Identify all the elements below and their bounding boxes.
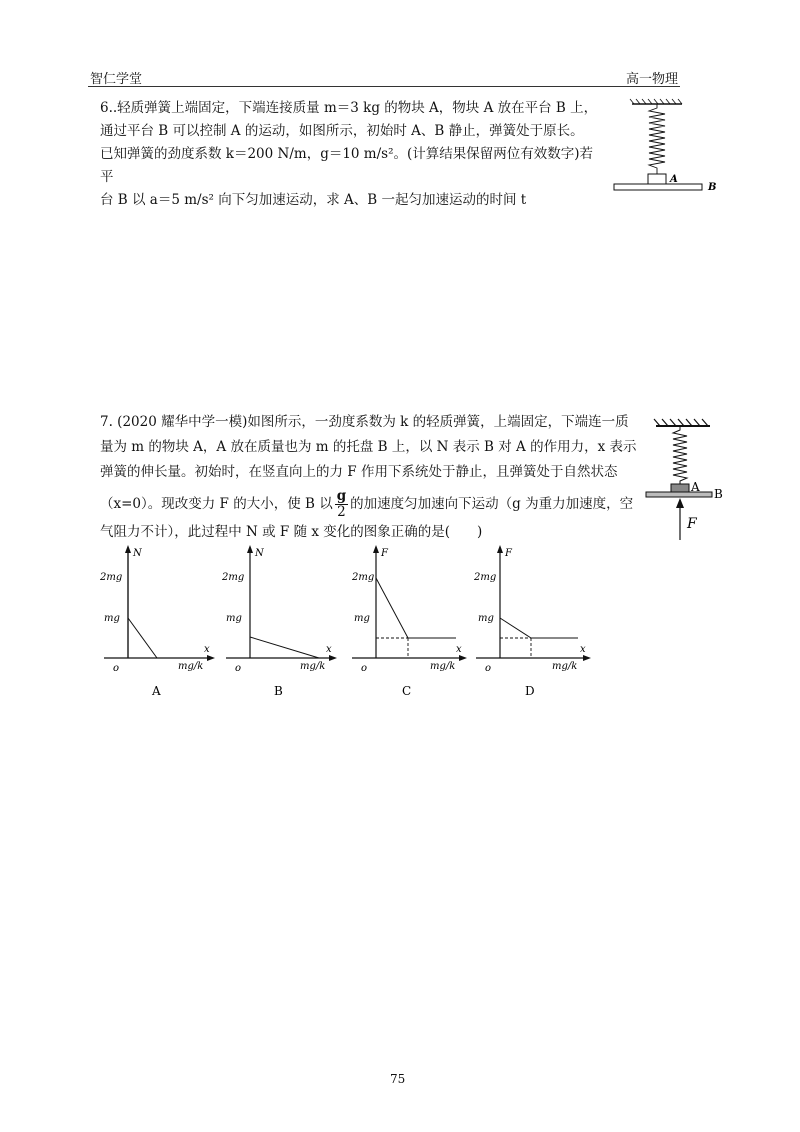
graph-a-option: A: [152, 684, 161, 698]
graph-b-option: B: [274, 684, 283, 698]
graph-c-tick-mg: mg: [354, 613, 370, 624]
graph-d-x-label: x: [580, 644, 586, 655]
q6-line-3: 已知弹簧的劲度系数 k＝200 N/m，g＝10 m/s²。(计算结果保留两位有效数字)若平: [100, 146, 594, 185]
header-right: 高一物理: [625, 72, 678, 87]
graph-c-tick-2mg: 2mg: [352, 572, 375, 583]
graph-d-option: D: [525, 684, 535, 698]
graph-b-origin: o: [235, 663, 242, 674]
question-7: [100, 410, 645, 545]
graph-b: [222, 542, 337, 702]
graph-d-tick-2mg: 2mg: [474, 572, 497, 583]
header-left: 智仁学堂: [90, 72, 143, 87]
q7-line-3: 弹簧的伸长量。初始时，在竖直向上的力 F 作用下系统处于静止，且弹簧处于自然状态: [100, 464, 618, 480]
question-6: [100, 97, 600, 212]
q7-line-4-end: 的加速度匀加速向下运动（g 为重力加速度，空: [350, 496, 634, 512]
q7-line-5: 气阻力不计），此过程中 N 或 F 随 x 变化的图象正确的是( ): [100, 524, 483, 540]
graph-d-y-label: F: [505, 548, 512, 559]
q6-line-1: 6..轻质弹簧上端固定，下端连接质量 m＝3 kg 的物块 A，物块 A 放在平台 B 上，: [100, 100, 598, 116]
graph-a: [100, 542, 215, 702]
q6-line-4: 台 B 以 a＝5 m/s² 向下匀加速运动，求 A、B 一起匀加速运动的时间 t: [100, 192, 527, 208]
g-over-2-fraction: [335, 489, 348, 520]
page-number: 75: [390, 1072, 406, 1086]
fraction-numerator: g: [336, 488, 347, 504]
graph-b-tick-mgk: mg/k: [300, 661, 326, 672]
q7-label-b: B: [714, 487, 723, 501]
fraction-denominator: 2: [337, 504, 346, 520]
graph-a-tick-2mg: 2mg: [100, 572, 123, 583]
q7-spring-figure: [640, 418, 740, 548]
q6-spring-figure: [610, 98, 720, 198]
graph-c-y-label: F: [381, 548, 388, 559]
graph-c: [348, 542, 468, 702]
q7-label-f: F: [687, 516, 697, 532]
header-rule: [88, 86, 680, 87]
q6-label-a: A: [670, 174, 678, 185]
graph-d: [472, 542, 592, 702]
graph-b-tick-2mg: 2mg: [222, 572, 245, 583]
q6-label-b: B: [708, 182, 717, 193]
graph-c-origin: o: [361, 663, 368, 674]
graph-a-x-label: x: [204, 644, 210, 655]
q7-line-4: [100, 489, 645, 520]
q7-line-4-start: （x=0）。现改变力 F 的大小，使 B 以: [100, 496, 333, 512]
graph-d-tick-mgk: mg/k: [552, 661, 578, 672]
q7-line-1: 7. (2020 耀华中学一模)如图所示，一劲度系数为 k 的轻质弹簧，上端固定，下端连一质: [100, 414, 629, 430]
q7-label-a: A: [691, 480, 700, 494]
graph-a-y-label: N: [133, 548, 142, 559]
graph-b-x-label: x: [326, 644, 332, 655]
graph-c-tick-mgk: mg/k: [430, 661, 456, 672]
graph-d-tick-mg: mg: [478, 613, 494, 624]
graph-b-tick-mg: mg: [226, 613, 242, 624]
q7-line-2: 量为 m 的物块 A，A 放在质量也为 m 的托盘 B 上，以 N 表示 B 对 A 的作用力，x 表示: [100, 439, 637, 455]
graph-c-option: C: [402, 684, 412, 698]
graph-a-tick-mgk: mg/k: [178, 661, 204, 672]
graph-a-tick-mg: mg: [104, 613, 120, 624]
graph-a-origin: o: [113, 663, 120, 674]
graph-c-x-label: x: [456, 644, 462, 655]
graph-b-y-label: N: [255, 548, 264, 559]
q6-line-2: 通过平台 B 可以控制 A 的运动，如图所示，初始时 A、B 静止，弹簧处于原长。: [100, 123, 584, 139]
graph-d-origin: o: [485, 663, 492, 674]
